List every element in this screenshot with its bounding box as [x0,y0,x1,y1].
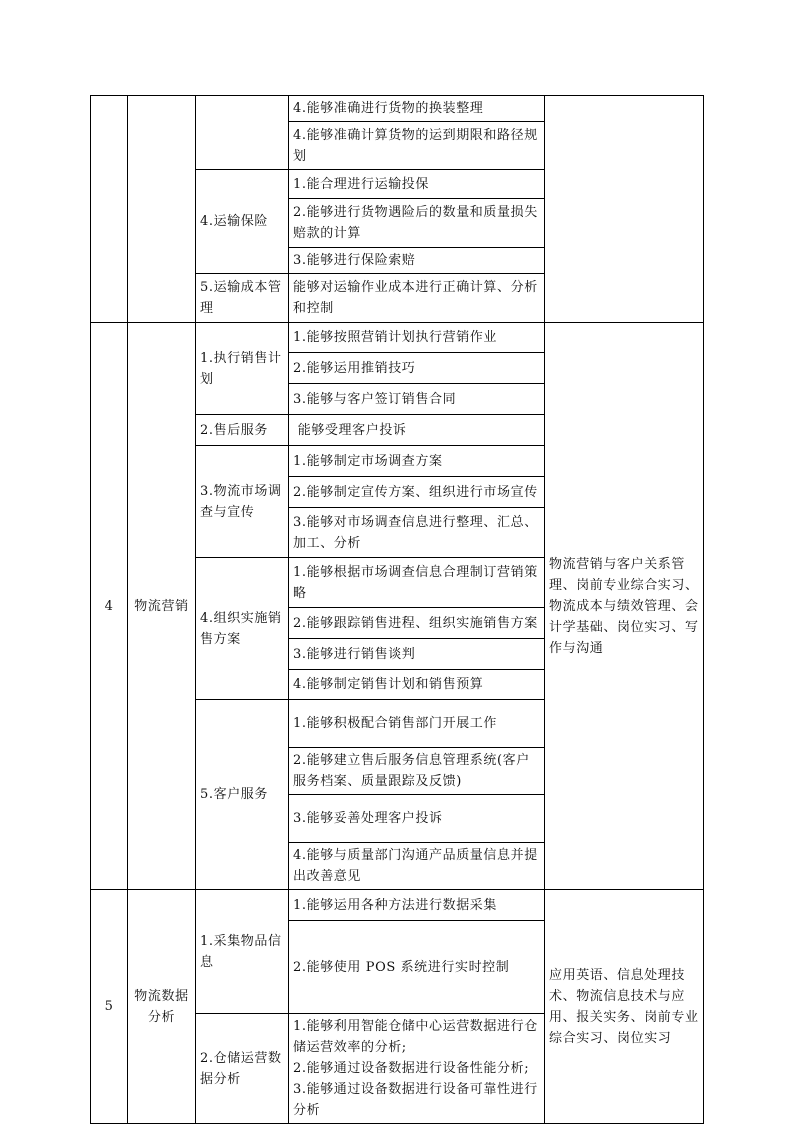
skill-cell: 3.能够对市场调查信息进行整理、汇总、加工、分析 [289,508,545,558]
section-number-cell: 4 [91,323,128,890]
skill-cell: 3.能够妥善处理客户投诉 [289,795,545,843]
skill-cell: 3.能够进行销售谈判 [289,639,545,670]
skill-cell: 1.能够利用智能仓储中心运营数据进行仓储运营效率的分析; 2.能够通过设备数据进行设备性能分析; 3.能够通过设备数据进行设备可靠性进行分析 [289,1014,545,1124]
skill-cell: 1.能够按照营销计划执行营销作业 [289,323,545,353]
skill-cell: 2.能够制定宣传方案、组织进行市场宣传 [289,477,545,508]
skill-cell: 3.能够进行保险索赔 [289,248,545,274]
section-domain-cell [128,96,196,323]
skill-cell: 2.能够使用 POS 系统进行实时控制 [289,921,545,1014]
task-name-cell: 5.客户服务 [196,700,289,890]
table-row [91,96,704,122]
task-name-cell [196,96,289,170]
task-name-cell: 3.物流市场调查与宣传 [196,446,289,558]
task-name-cell: 4.运输保险 [196,170,289,274]
skill-cell: 2.能够进行货物遇险后的数量和质量损失赔款的计算 [289,199,545,248]
curriculum-table [90,95,704,1124]
related-courses-cell [545,96,704,323]
section-number-cell [91,96,128,323]
skill-cell: 2.能够运用推销技巧 [289,353,545,384]
skill-cell: 4.能够准确计算货物的运到期限和路径规划 [289,122,545,170]
skill-cell: 4.能够与质量部门沟通产品质量信息并提出改善意见 [289,843,545,890]
skill-cell: 1.能够根据市场调查信息合理制订营销策略 [289,558,545,608]
skill-cell: 1.能合理进行运输投保 [289,170,545,199]
skill-cell: 2.能够跟踪销售进程、组织实施销售方案 [289,608,545,639]
skill-cell: 3.能够与客户签订销售合同 [289,384,545,415]
skill-cell: 4.能够制定销售计划和销售预算 [289,670,545,700]
task-name-cell: 2.仓储运营数据分析 [196,1014,289,1124]
related-courses-cell: 应用英语、信息处理技术、物流信息技术与应用、报关实务、岗前专业综合实习、岗位实习 [545,890,704,1124]
skill-cell: 1.能够积极配合销售部门开展工作 [289,700,545,748]
skill-cell: 1.能够制定市场调查方案 [289,446,545,477]
curriculum-table-body [91,96,704,1124]
task-name-cell: 4.组织实施销售方案 [196,558,289,700]
section-domain-cell: 物流数据分析 [128,890,196,1124]
section-domain-cell: 物流营销 [128,323,196,890]
skill-cell: 能够受理客户投诉 [289,415,545,446]
table-row [91,323,704,353]
skill-cell: 1.能够运用各种方法进行数据采集 [289,890,545,921]
section-number-cell: 5 [91,890,128,1124]
skill-cell: 2.能够建立售后服务信息管理系统(客户服务档案、质量跟踪及反馈) [289,748,545,795]
skill-cell: 4.能够准确进行货物的换装整理 [289,96,545,122]
skill-cell: 能够对运输作业成本进行正确计算、分析和控制 [289,274,545,323]
related-courses-cell: 物流营销与客户关系管理、岗前专业综合实习、物流成本与绩效管理、会计学基础、岗位实习、写作与沟通 [545,323,704,890]
task-name-cell: 1.采集物品信息 [196,890,289,1014]
task-name-cell: 5.运输成本管理 [196,274,289,323]
task-name-cell: 1.执行销售计划 [196,323,289,415]
task-name-cell: 2.售后服务 [196,415,289,446]
table-row [91,890,704,921]
